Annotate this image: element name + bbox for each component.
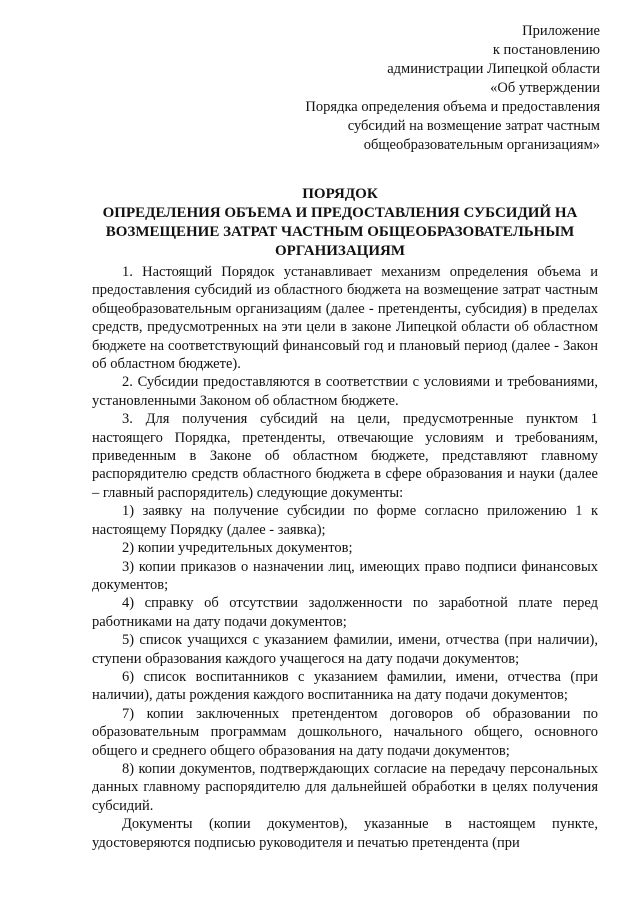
list-item: 6) список воспитанников с указанием фамилии, имени, отчества (при наличии), даты рождения каждого воспитанника на дату подачи документов; [92, 668, 598, 704]
title-line: ВОЗМЕЩЕНИЕ ЗАТРАТ ЧАСТНЫМ ОБЩЕОБРАЗОВАТЕЛЬНЫМ [105, 224, 575, 240]
appendix-line: субсидий на возмещение затрат частным [347, 118, 600, 134]
title-line: ОРГАНИЗАЦИЯМ [275, 243, 405, 259]
paragraph-1: 1. Настоящий Порядок устанавливает механизм определения объема и предоставления субсидий из областного бюджета на возмещение затрат частным общеобразовательным организациям (далее - претенденты, субсидия) в пределах средств, предусмотренных на эти цели в законе Липецкой области об областном бюджете на соответствующий финансовый год и плановый период (далее - Закон об областном бюджете). [92, 264, 598, 373]
document-body [92, 263, 598, 852]
list-item: 4) справку об отсутствии задолженности по заработной плате перед работниками на дату подачи документов; [92, 595, 598, 630]
list-item: 2) копии учредительных документов; [122, 540, 353, 557]
appendix-line: Приложение [522, 23, 600, 39]
appendix-line: к постановлению [492, 42, 600, 58]
paragraph-3: 3. Для получения субсидий на цели, предусмотренные пунктом 1 настоящего Порядка, претенденты, отвечающие условиям и требованиям, приведенным в Законе об областном бюджете, представляют главному распорядителю средств областного бюджета в сфере образования и науки (далее – главный распорядитель) следующие документы: [92, 411, 598, 501]
list-item: 3) копии приказов о назначении лиц, имеющих право подписи финансовых документов; [92, 558, 598, 593]
list-item: 7) копии заключенных претендентом договоров об образовании по образовательным программам дошкольного, начального общего, основного общего и среднего общего образования на дату подачи документов; [92, 705, 598, 759]
title-line: ПОРЯДОК [302, 186, 378, 202]
paragraph-documents: Документы (копии документов), указанные в настоящем пункте, удостоверяются подписью руководителя и печатью претендента (при [92, 816, 598, 851]
paragraph-2: 2. Субсидии предоставляются в соответствии с условиями и требованиями, установленными Законом об областном бюджете. [92, 374, 598, 409]
list-item: 5) список учащихся с указанием фамилии, имени, отчества (при наличии), ступени образования каждого учащегося на дату подачи документов; [92, 632, 598, 667]
list-item: 8) копии документов, подтверждающих согласие на передачу персональных данных главному распорядителю для дальнейшей обработки в целях получения субсидий. [92, 760, 598, 814]
appendix-line: Порядка определения объема и предоставления [305, 99, 600, 115]
list-item: 1) заявку на получение субсидии по форме согласно приложению 1 к настоящему Порядку (далее - заявка); [92, 503, 598, 538]
appendix-line: администрации Липецкой области [387, 61, 600, 77]
title-line: ОПРЕДЕЛЕНИЯ ОБЪЕМА И ПРЕДОСТАВЛЕНИЯ СУБСИДИЙ НА [102, 205, 578, 221]
appendix-line: «Об утверждении [490, 80, 600, 96]
document-title [80, 185, 600, 261]
appendix-line: общеобразовательным организациям» [363, 137, 600, 153]
appendix-header [260, 22, 600, 155]
